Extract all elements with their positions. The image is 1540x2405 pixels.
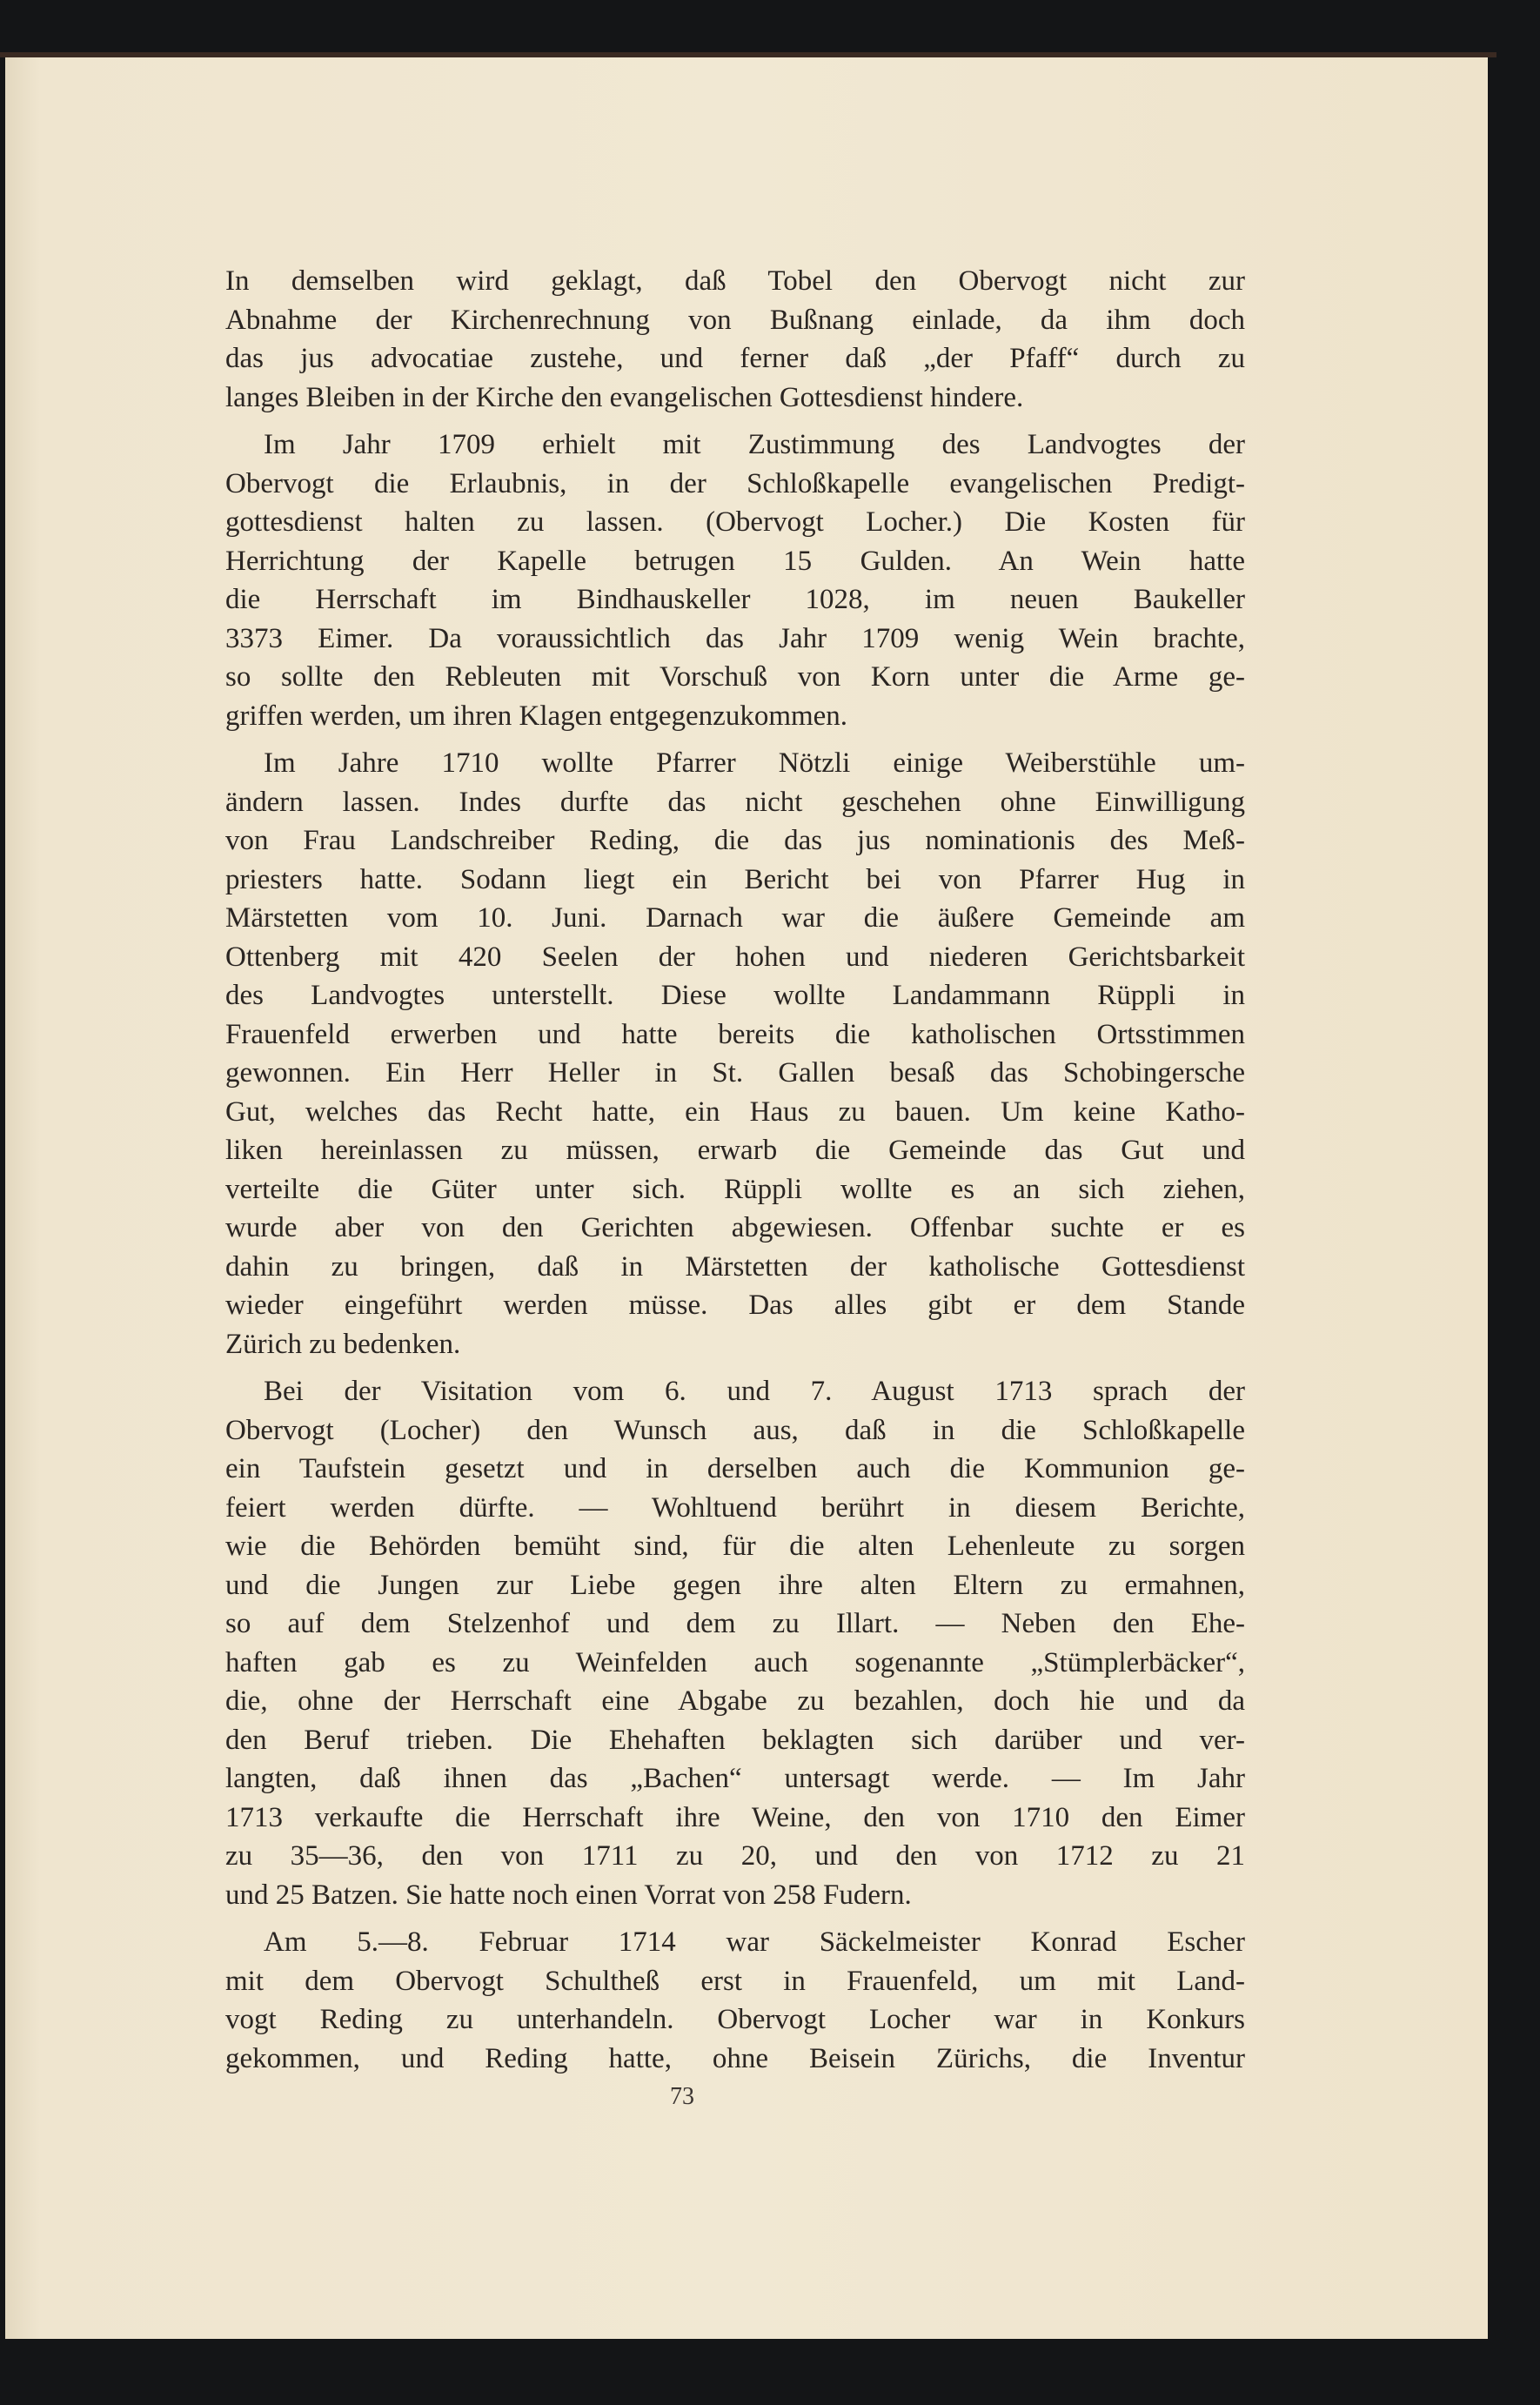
text-line: gewonnen. Ein Herr Heller in St. Gallen besaß das Schobingersche <box>225 1057 1245 1089</box>
text-line: gottesdienst halten zu lassen. (Obervogt Locher.) Die Kosten für <box>225 506 1245 538</box>
text-line: Obervogt die Erlaubnis, in der Schloßkapelle evangelischen Predigt- <box>225 467 1245 499</box>
paragraph <box>225 1923 1245 2078</box>
text-line: Obervogt (Locher) den Wunsch aus, daß in die Schloßkapelle <box>225 1414 1245 1446</box>
text-line: verteilte die Güter unter sich. Rüppli wollte es an sich ziehen, <box>225 1173 1245 1205</box>
body-text <box>225 262 1245 2087</box>
text-line: ein Taufstein gesetzt und in derselben auch die Kommunion ge- <box>225 1453 1245 1484</box>
text-line: liken hereinlassen zu müssen, erwarb die Gemeinde das Gut und <box>225 1135 1245 1166</box>
text-line: Im Jahr 1709 erhielt mit Zustimmung des Landvogtes der <box>264 429 1245 460</box>
text-line: Abnahme der Kirchenrechnung von Bußnang einlade, da ihm doch <box>225 304 1245 336</box>
text-line: des Landvogtes unterstellt. Diese wollte Landammann Rüppli in <box>225 980 1245 1011</box>
text-line: Zürich zu bedenken. <box>225 1328 461 1360</box>
text-line: feiert werden dürfte. — Wohltuend berührt in diesem Berichte, <box>225 1491 1245 1524</box>
paragraph <box>225 744 1245 1363</box>
text-line: die Herrschaft im Bindhauskeller 1028, im neuen Baukeller <box>225 584 1245 615</box>
text-line: priesters hatte. Sodann liegt ein Bericht bei von Pfarrer Hug in <box>225 863 1245 895</box>
text-line: mit dem Obervogt Schultheß erst in Frauenfeld, um mit Land- <box>225 1965 1245 1997</box>
text-line: Märstetten vom 10. Juni. Darnach war die äußere Gemeinde am <box>225 902 1245 934</box>
paragraph <box>225 1372 1245 1914</box>
text-line: Herrichtung der Kapelle betrugen 15 Gulden. An Wein hatte <box>225 545 1245 577</box>
text-line: und 25 Batzen. Sie hatte noch einen Vorrat von 258 Fudern. <box>225 1879 912 1911</box>
text-line: 1713 verkaufte die Herrschaft ihre Weine, den von 1710 den Eimer <box>225 1801 1245 1833</box>
text-line: ändern lassen. Indes durfte das nicht geschehen ohne Einwilligung <box>225 786 1245 818</box>
text-line: so auf dem Stelzenhof und dem zu Illart. — Neben den Ehe- <box>225 1608 1245 1639</box>
text-line: gekommen, und Reding hatte, ohne Beisein Zürichs, die Inventur <box>225 2042 1245 2074</box>
page-number: 73 <box>670 2083 694 2110</box>
text-line: 3373 Eimer. Da voraussichtlich das Jahr 1709 wenig Wein brachte, <box>225 622 1245 654</box>
text-line: griffen werden, um ihren Klagen entgegenzukommen. <box>225 700 848 732</box>
text-line: langten, daß ihnen das „Bachen“ untersagt werde. — Im Jahr <box>225 1763 1245 1794</box>
paragraph <box>225 262 1245 417</box>
text-line: Ottenberg mit 420 Seelen der hohen und niederen Gerichtsbarkeit <box>225 941 1245 973</box>
text-line: die, ohne der Herrschaft eine Abgabe zu bezahlen, doch hie und da <box>225 1685 1245 1717</box>
text-line: wurde aber von den Gerichten abgewiesen. Offenbar suchte er es <box>225 1212 1245 1243</box>
text-line: Im Jahre 1710 wollte Pfarrer Nötzli einige Weiberstühle um- <box>264 747 1245 779</box>
text-line: von Frau Landschreiber Reding, die das jus nominationis des Meß- <box>225 825 1245 856</box>
text-line: so sollte den Rebleuten mit Vorschuß von Korn unter die Arme ge- <box>225 661 1245 693</box>
text-line: Gut, welches das Recht hatte, ein Haus zu bauen. Um keine Katho- <box>225 1095 1245 1128</box>
text-line: den Beruf trieben. Die Ehehaften beklagten sich darüber und ver- <box>225 1724 1245 1756</box>
text-line: Bei der Visitation vom 6. und 7. August 1713 sprach der <box>264 1376 1245 1407</box>
text-line: vogt Reding zu unterhandeln. Obervogt Locher war in Konkurs <box>225 2004 1245 2035</box>
paragraph <box>225 425 1245 735</box>
text-line: Frauenfeld erwerben und hatte bereits die katholischen Ortsstimmen <box>225 1018 1245 1050</box>
text-line: wie die Behörden bemüht sind, für die alten Lehenleute zu sorgen <box>225 1531 1245 1562</box>
text-line: dahin zu bringen, daß in Märstetten der katholische Gottesdienst <box>225 1250 1245 1283</box>
text-line: zu 35—36, den von 1711 zu 20, und den von 1712 zu 21 <box>225 1840 1245 1872</box>
text-line: Am 5.—8. Februar 1714 war Säckelmeister Konrad Escher <box>264 1926 1245 1958</box>
text-line: langes Bleiben in der Kirche den evangelischen Gottesdienst hindere. <box>225 381 1024 413</box>
text-line: das jus advocatiae zustehe, und ferner daß „der Pfaff“ durch zu <box>225 343 1245 374</box>
text-line: In demselben wird geklagt, daß Tobel den Obervogt nicht zur <box>225 265 1245 297</box>
text-line: haften gab es zu Weinfelden auch sogenannte „Stümplerbäcker“, <box>225 1646 1245 1678</box>
text-line: und die Jungen zur Liebe gegen ihre alten Eltern zu ermahnen, <box>225 1569 1245 1601</box>
text-line: wieder eingeführt werden müsse. Das alles gibt er dem Stande <box>225 1290 1245 1321</box>
